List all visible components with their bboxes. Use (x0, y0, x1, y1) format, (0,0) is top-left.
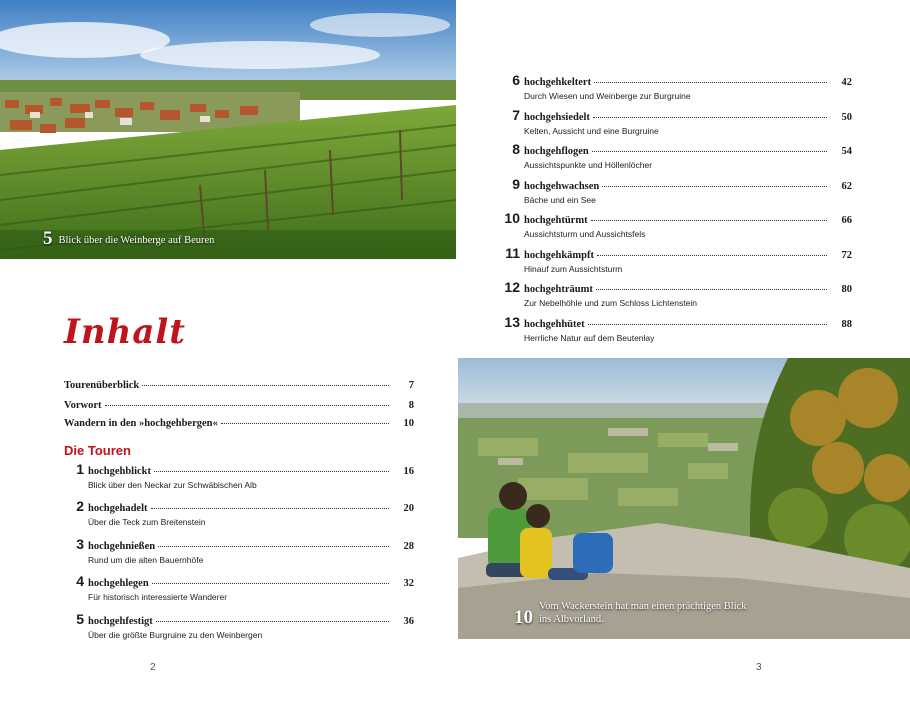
tour-name: hochgehadelt (88, 503, 148, 514)
tour-entry[interactable] (500, 280, 852, 308)
tour-page: 28 (403, 541, 414, 552)
tour-name: hochgehblickt (88, 466, 152, 477)
tour-name: hochgehnießen (88, 541, 156, 552)
tour-number: 13 (504, 314, 520, 330)
leader-dots (596, 289, 827, 290)
tour-subtitle: Bäche und ein See (524, 195, 596, 205)
caption-text (539, 600, 747, 627)
tour-entry[interactable] (64, 574, 414, 602)
section-heading: Die Touren (64, 443, 131, 458)
tour-entry[interactable] (64, 462, 414, 490)
tour-name: hochgehkeltert (524, 77, 592, 88)
page-number-right: 3 (756, 662, 762, 673)
tour-number: 3 (76, 536, 84, 552)
leader-dots (154, 471, 389, 472)
entry-page: 8 (408, 400, 414, 411)
leader-dots (142, 385, 389, 386)
tour-entry[interactable] (64, 499, 414, 527)
entry-name: Wandern in den »hochgehbergen« (64, 418, 218, 429)
tour-subtitle: Blick über den Neckar zur Schwäbischen Alb (88, 480, 257, 490)
vineyard-photo-caption (43, 229, 214, 248)
entry-page: 7 (408, 380, 414, 391)
leader-dots (152, 583, 389, 584)
tour-entry[interactable] (500, 246, 852, 274)
tour-subtitle: Kelten, Aussicht und eine Burgruine (524, 126, 659, 136)
tour-name: hochgehsiedelt (524, 112, 590, 123)
tour-number: 10 (504, 210, 520, 226)
leader-dots (588, 324, 827, 325)
tour-number: 8 (512, 141, 520, 157)
entry-page: 10 (403, 418, 414, 429)
tour-name: hochgehkämpft (524, 250, 595, 261)
landscape-image (458, 358, 910, 639)
tour-subtitle: Zur Nebelhöhle und zum Schloss Lichtenstein (524, 298, 697, 308)
tour-number: 9 (512, 176, 520, 192)
tour-subtitle: Rund um die alten Bauernhöfe (88, 555, 204, 565)
vineyard-image (0, 0, 456, 259)
tour-subtitle: Aussichtspunkte und Höllenlöcher (524, 160, 653, 170)
tour-page: 50 (841, 112, 852, 123)
caption-line-1: Vom Wackerstein hat man einen prächtigen Blick (539, 601, 747, 612)
leader-dots (591, 220, 827, 221)
leader-dots (594, 82, 827, 83)
page-title (64, 312, 186, 352)
tour-number: 6 (512, 72, 520, 88)
page-number-left: 2 (150, 662, 156, 673)
tour-subtitle: Hinauf zum Aussichtsturm (524, 264, 623, 274)
tour-entry[interactable] (500, 177, 852, 205)
tour-page: 62 (841, 181, 852, 192)
tour-name: hochgehlegen (88, 578, 149, 589)
tour-subtitle: Für historisch interessierte Wanderer (88, 592, 228, 602)
entry-name: Tourenüberblick (64, 380, 140, 391)
leader-dots (593, 117, 827, 118)
tour-entry[interactable] (64, 612, 414, 640)
leader-dots (597, 255, 827, 256)
tour-entry[interactable] (64, 537, 414, 565)
tour-name: hochgehflogen (524, 146, 589, 157)
tour-subtitle: Herrliche Natur auf dem Beutenlay (524, 333, 655, 343)
tour-number: 5 (76, 611, 84, 627)
tour-name: hochgehfestigt (88, 616, 153, 627)
tour-number: 7 (512, 107, 520, 123)
tour-page: 80 (841, 284, 852, 295)
tour-entry[interactable] (500, 211, 852, 239)
vineyard-photo (0, 0, 456, 259)
tour-entry[interactable] (500, 108, 852, 136)
toc-entry[interactable] (64, 380, 414, 391)
tour-page: 72 (841, 250, 852, 261)
toc-entry[interactable] (64, 400, 414, 411)
caption-number: 5 (43, 228, 53, 249)
tour-page: 16 (403, 466, 414, 477)
leader-dots (602, 186, 827, 187)
landscape-photo (458, 358, 910, 639)
caption-line-2: ins Albvorland. (539, 614, 604, 626)
tour-number: 11 (505, 245, 520, 261)
tour-name: hochgehtürmt (524, 215, 588, 226)
leader-dots (158, 546, 389, 547)
tour-page: 36 (403, 616, 414, 627)
tour-subtitle: Über die Teck zum Breitenstein (88, 517, 206, 527)
tour-subtitle: Durch Wiesen und Weinberge zur Burgruine (524, 91, 691, 101)
tour-name: hochgehträumt (524, 284, 593, 295)
tour-number: 12 (504, 279, 520, 295)
tour-page: 32 (403, 578, 414, 589)
entry-name: Vorwort (64, 400, 102, 411)
leader-dots (105, 405, 389, 406)
tour-number: 1 (76, 461, 84, 477)
inhalt-heading: Inhalt (64, 312, 186, 352)
leader-dots (592, 151, 827, 152)
tour-number: 2 (76, 498, 84, 514)
tour-page: 20 (403, 503, 414, 514)
tour-entry[interactable] (500, 142, 852, 170)
tour-subtitle: Über die größte Burgruine zu den Weinbergen (88, 630, 263, 640)
tour-page: 88 (841, 319, 852, 330)
tour-name: hochgehhütet (524, 319, 585, 330)
leader-dots (156, 621, 389, 622)
caption-text: Blick über die Weinberge auf Beuren (58, 234, 215, 246)
leader-dots (221, 423, 389, 424)
tour-page: 66 (841, 215, 852, 226)
tour-number: 4 (76, 573, 84, 589)
toc-entry[interactable] (64, 418, 414, 429)
tour-page: 42 (841, 77, 852, 88)
tour-subtitle: Aussichtsturm und Aussichtsfels (524, 229, 646, 239)
tour-entry[interactable] (500, 315, 852, 343)
landscape-photo-caption (514, 600, 747, 627)
caption-number: 10 (514, 607, 533, 629)
leader-dots (151, 508, 389, 509)
tour-name: hochgehwachsen (524, 181, 600, 192)
tour-entry[interactable] (500, 73, 852, 101)
tour-page: 54 (841, 146, 852, 157)
